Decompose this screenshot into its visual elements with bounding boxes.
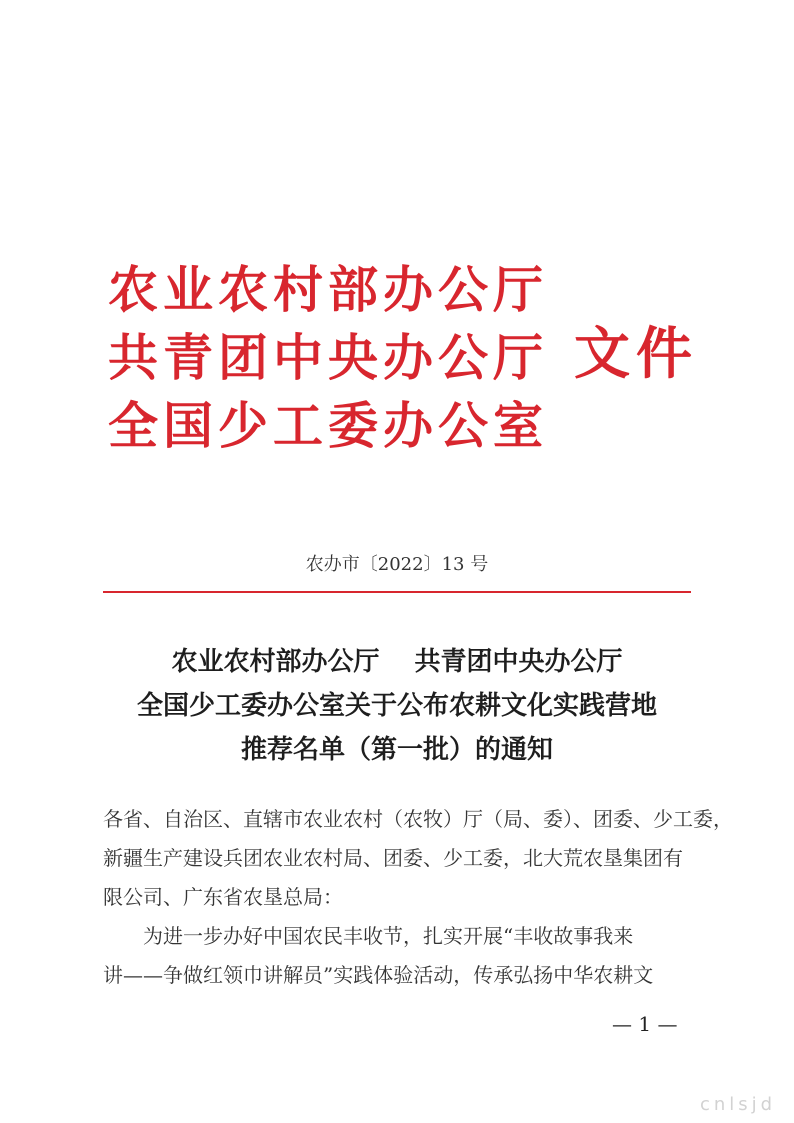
addressee-line: 各省、自治区、直辖市农业农村（农牧）厅（局、委）、团委、少工委， xyxy=(103,807,733,831)
page-number: — 1 — xyxy=(612,1012,678,1036)
notice-title xyxy=(0,640,794,772)
red-divider-line xyxy=(103,591,691,593)
paragraph-line: 为进一步办好中国农民丰收节，扎实开展“丰收故事我来 xyxy=(143,924,634,948)
paragraph-line: 讲——争做红领巾讲解员”实践体验活动，传承弘扬中华农耕文 xyxy=(103,963,654,987)
issuer-agriculture-ministry: 农业农村部办公厅 xyxy=(108,261,548,319)
title-line: 推荐名单（第一批）的通知 xyxy=(240,735,553,765)
addressee-line: 限公司、广东省农垦总局： xyxy=(103,885,343,909)
notice-body xyxy=(103,800,733,995)
title-line: 全国少工委办公室关于公布农耕文化实践营地 xyxy=(136,691,657,721)
document-number: 农办市〔2022〕13 号 xyxy=(305,554,489,575)
title-line: 农业农村部办公厅 共青团中央办公厅 xyxy=(171,647,623,677)
document-header xyxy=(0,0,794,480)
issuer-young-pioneers: 全国少工委办公室 xyxy=(108,397,548,455)
issuer-youth-league: 共青团中央办公厅 xyxy=(108,329,548,387)
document-suffix: 文件 xyxy=(574,322,698,387)
addressee-line: 新疆生产建设兵团农业农村局、团委、少工委，北大荒农垦集团有 xyxy=(103,846,683,870)
watermark-text: cnlsjd xyxy=(700,1094,777,1115)
